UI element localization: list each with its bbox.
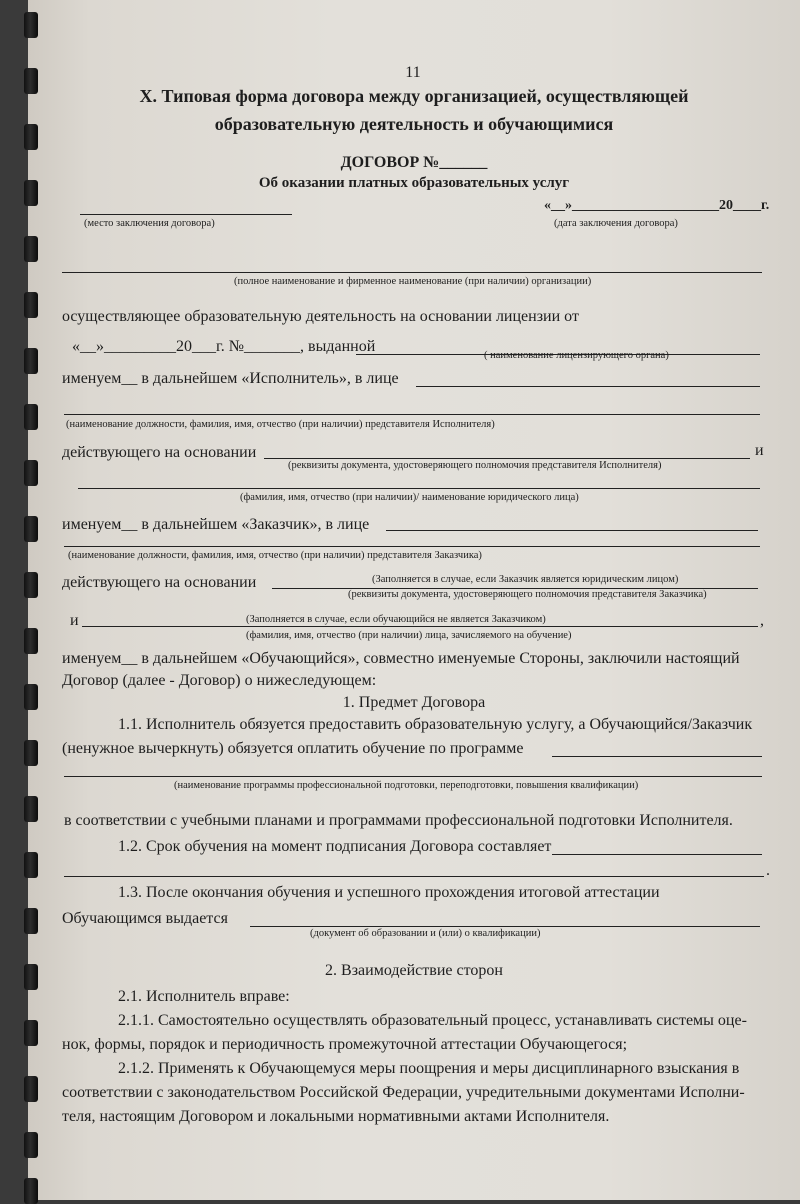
student-name-line: [82, 626, 758, 627]
customer-rep-line-2: [64, 546, 760, 547]
document-line: [250, 926, 760, 927]
section-title-line2: образовательную деятельность и обучающимися: [214, 114, 614, 134]
customer-name-line: [78, 488, 760, 489]
org-name-line: [62, 272, 762, 273]
binding-ring: [24, 908, 38, 934]
binding-ring: [24, 236, 38, 262]
customer-acting-basis: действующего на основании: [62, 574, 257, 591]
student-line-comma: ,: [760, 612, 764, 629]
license-org-hint: ( наименование лицензирующего органа): [484, 350, 669, 361]
student-line-1: именуем__ в дальнейшем «Обучающийся», совместно именуемые Стороны, заключили настоящий: [62, 650, 740, 667]
executor-doc-line: [264, 458, 750, 459]
binding-ring: [24, 628, 38, 654]
executor-line: именуем__ в дальнейшем «Исполнитель», в лице: [62, 370, 399, 387]
document-hint: (документ об образовании и (или) о квалификации): [310, 928, 541, 939]
p2-1-1-line2: нок, формы, порядок и периодичность промежуточной аттестации Обучающегося;: [62, 1036, 628, 1053]
binding-ring: [24, 460, 38, 486]
p1-1-line1: 1.1. Исполнитель обязуется предоставить образовательную услугу, а Обучающийся/Заказчик: [118, 716, 753, 733]
customer-doc-hint: (реквизиты документа, удостоверяющего полномочия представителя Заказчика): [348, 589, 707, 600]
p1-3-line1: 1.3. После окончания обучения и успешного прохождения итоговой аттестации: [118, 884, 660, 901]
place-hint: (место заключения договора): [84, 218, 215, 229]
page-number: 11: [405, 64, 421, 81]
date-hint: (дата заключения договора): [554, 218, 678, 229]
binding-ring: [24, 12, 38, 38]
customer-name-hint: (фамилия, имя, отчество (при наличии)/ наименование юридического лица): [240, 492, 579, 503]
place-line: [80, 214, 292, 215]
executor-doc-hint: (реквизиты документа, удостоверяющего полномочия представителя Исполнителя): [288, 460, 662, 471]
p2-1-1-line1: 2.1.1. Самостоятельно осуществлять образовательный процесс, устанавливать системы оце-: [118, 1012, 747, 1029]
period-dot: .: [766, 862, 770, 879]
p1-1-line2: (ненужное вычеркнуть) обязуется оплатить обучение по программе: [62, 740, 524, 757]
license-line: осуществляющее образовательную деятельность на основании лицензии от: [62, 308, 579, 325]
p1-2: 1.2. Срок обучения на момент подписания Договора составляет: [118, 838, 552, 855]
contract-subheading: Об оказании платных образовательных услуг: [258, 175, 570, 191]
p2-1-2-line3: теля, настоящим Договором и локальными нормативными актами Исполнителя.: [62, 1108, 610, 1125]
binding-ring: [24, 796, 38, 822]
and-word: и: [755, 442, 764, 459]
program-hint: (наименование программы профессиональной подготовки, переподготовки, повышения квалификации): [174, 780, 639, 791]
student-fill-hint: (Заполняется в случае, если обучающийся не является Заказчиком): [246, 614, 546, 625]
binding-ring: [24, 740, 38, 766]
binding-ring: [24, 1132, 38, 1158]
program-line-2: [64, 776, 762, 777]
executor-acting-basis: действующего на основании: [62, 444, 257, 461]
customer-rep-line-1: [386, 530, 758, 531]
p2-1-2-line2: соответствии с законодательством Российской Федерации, учредительными документами Исполни-: [62, 1084, 745, 1101]
customer-line: именуем__ в дальнейшем «Заказчик», в лице: [62, 516, 370, 533]
p1-3-line2: Обучающимся выдается: [62, 910, 228, 927]
executor-rep-hint: (наименование должности, фамилия, имя, отчество (при наличии) представителя Исполнителя): [66, 419, 495, 430]
program-line-1: [552, 756, 762, 757]
license-date-line: «__»_________20___г. №_______, выданной: [72, 338, 376, 355]
binding-ring: [24, 1178, 38, 1204]
binding-ring: [24, 348, 38, 374]
period-line-1: [552, 854, 762, 855]
binding-ring: [24, 1020, 38, 1046]
p2-1: 2.1. Исполнитель вправе:: [118, 988, 290, 1005]
document-page: [28, 0, 800, 1200]
section2-title: 2. Взаимодействие сторон: [325, 962, 503, 979]
executor-rep-line-2: [64, 414, 760, 415]
student-line-2: Договор (далее - Договор) о нижеследующем:: [62, 672, 377, 689]
executor-rep-line-1: [416, 386, 760, 387]
binding-ring: [24, 516, 38, 542]
and-prefix: и: [70, 612, 79, 629]
p1-1-line3: в соответствии с учебными планами и программами профессиональной подготовки Исполнителя.: [64, 812, 733, 829]
binding-ring: [24, 404, 38, 430]
contract-heading: ДОГОВОР №______: [340, 154, 488, 171]
p2-1-2-line1: 2.1.2. Применять к Обучающемуся меры поощрения и меры дисциплинарного взыскания в: [118, 1060, 740, 1077]
section1-title: 1. Предмет Договора: [342, 694, 486, 711]
org-name-hint: (полное наименование и фирменное наименование (при наличии) организации): [234, 276, 592, 287]
binding-ring: [24, 292, 38, 318]
period-line-2: [64, 876, 764, 877]
student-name-hint: (фамилия, имя, отчество (при наличии) лица, зачисляемого на обучение): [246, 630, 572, 641]
date-line: «__»_____________________20____г.: [544, 198, 770, 213]
binding-ring: [24, 1076, 38, 1102]
customer-rep-hint: (наименование должности, фамилия, имя, отчество (при наличии) представителя Заказчика): [68, 550, 482, 561]
section-title-line1: X. Типовая форма договора между организацией, осуществляющей: [139, 86, 689, 106]
binding-ring: [24, 852, 38, 878]
binding-ring: [24, 572, 38, 598]
customer-fill-hint: (Заполняется в случае, если Заказчик является юридическим лицом): [372, 574, 679, 585]
